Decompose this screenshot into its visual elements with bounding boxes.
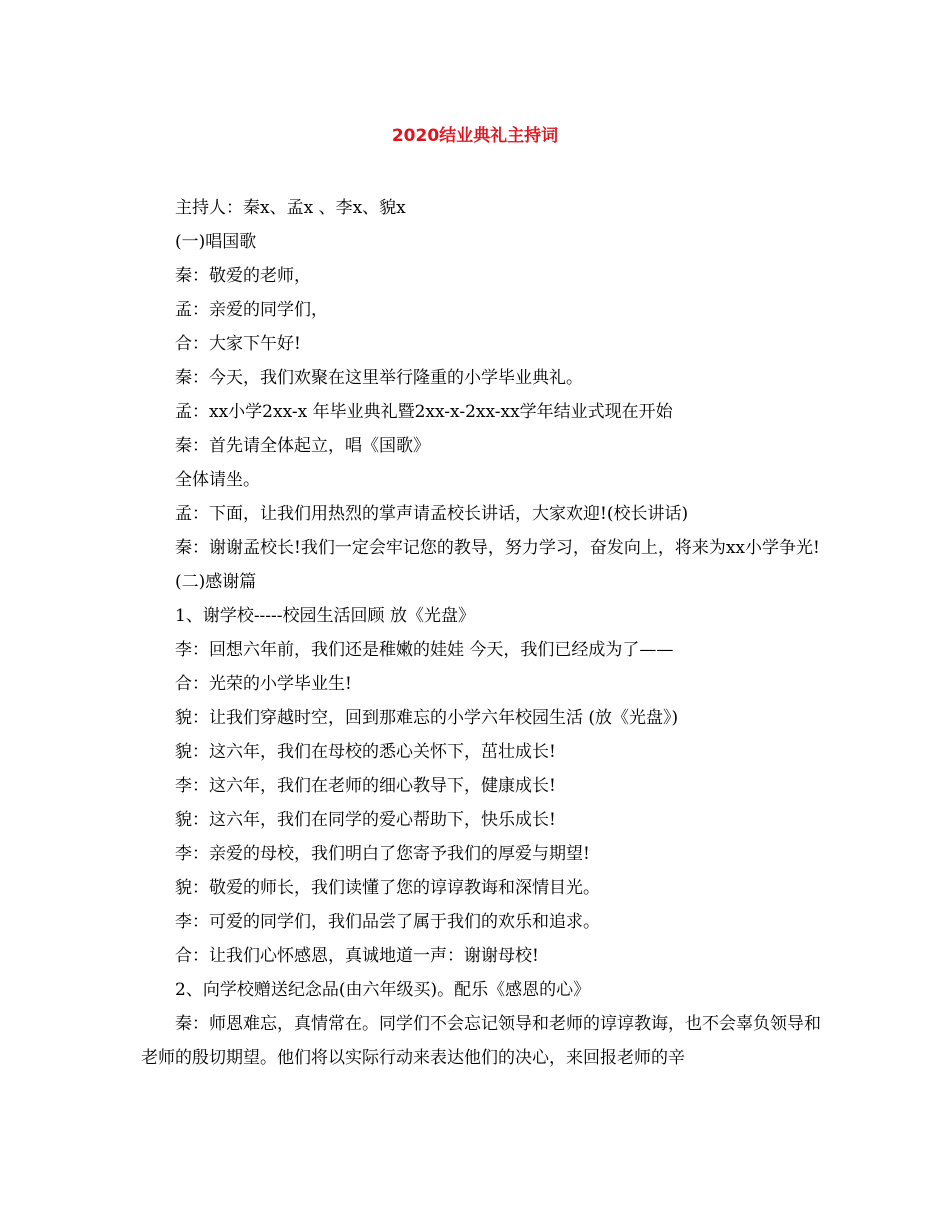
paragraph: 2、向学校赠送纪念品(由六年级买)。配乐《感恩的心》 xyxy=(175,980,591,1000)
paragraph: 貌：敬爱的师长，我们读懂了您的谆谆教诲和深情目光。 xyxy=(175,878,600,898)
paragraph: 貌：这六年，我们在母校的悉心关怀下，茁壮成长! xyxy=(175,742,556,762)
paragraph: 全体请坐。 xyxy=(175,470,260,490)
paragraph: 秦：谢谢孟校长!我们一定会牢记您的教导，努力学习，奋发向上，将来为xx小学争光! xyxy=(175,538,820,558)
paragraph: 1、谢学校-----校园生活回顾 放《光盘》 xyxy=(175,606,475,626)
paragraph: 貌：让我们穿越时空，回到那难忘的小学六年校园生活 (放《光盘》) xyxy=(175,708,679,728)
paragraph: 李：这六年，我们在老师的细心教导下，健康成长! xyxy=(175,776,556,796)
paragraph: 合：大家下午好! xyxy=(175,334,301,354)
paragraph: 秦：敬爱的老师， xyxy=(175,266,311,286)
paragraph-host-list: 主持人：秦x、孟x 、李x、貌x xyxy=(175,198,406,218)
paragraph: 合：让我们心怀感恩，真诚地道一声：谢谢母校! xyxy=(175,946,539,966)
paragraph: 貌：这六年，我们在同学的爱心帮助下，快乐成长! xyxy=(175,810,556,830)
paragraph-section-anthem: (一)唱国歌 xyxy=(175,232,257,252)
document-title: 2020结业典礼主持词 xyxy=(391,126,559,146)
paragraph: 秦：师恩难忘，真情常在。同学们不会忘记领导和老师的谆谆教诲，也不会辜负领导和老师的殷切期望。他们将以实际行动来表达他们的决心，来回报老师的辛 xyxy=(141,1014,821,1068)
document-body xyxy=(141,191,821,1075)
paragraph: 李：可爱的同学们，我们品尝了属于我们的欢乐和追求。 xyxy=(175,912,600,932)
paragraph: 孟：下面，让我们用热烈的掌声请孟校长讲话，大家欢迎!(校长讲话) xyxy=(175,504,689,524)
paragraph: 合：光荣的小学毕业生! xyxy=(175,674,352,694)
paragraph: 孟：xx小学2xx-x 年毕业典礼暨2xx-x-2xx-xx学年结业式现在开始 xyxy=(175,402,673,422)
paragraph: 秦：今天，我们欢聚在这里举行隆重的小学毕业典礼。 xyxy=(175,368,583,388)
paragraph: 孟：亲爱的同学们， xyxy=(175,300,328,320)
paragraph: 李：亲爱的母校，我们明白了您寄予我们的厚爱与期望! xyxy=(175,844,590,864)
paragraph: 李：回想六年前，我们还是稚嫩的娃娃 今天，我们已经成为了—— xyxy=(175,640,674,660)
paragraph: 秦：首先请全体起立，唱《国歌》 xyxy=(175,436,430,456)
paragraph-section-thanks: (二)感谢篇 xyxy=(175,572,257,592)
